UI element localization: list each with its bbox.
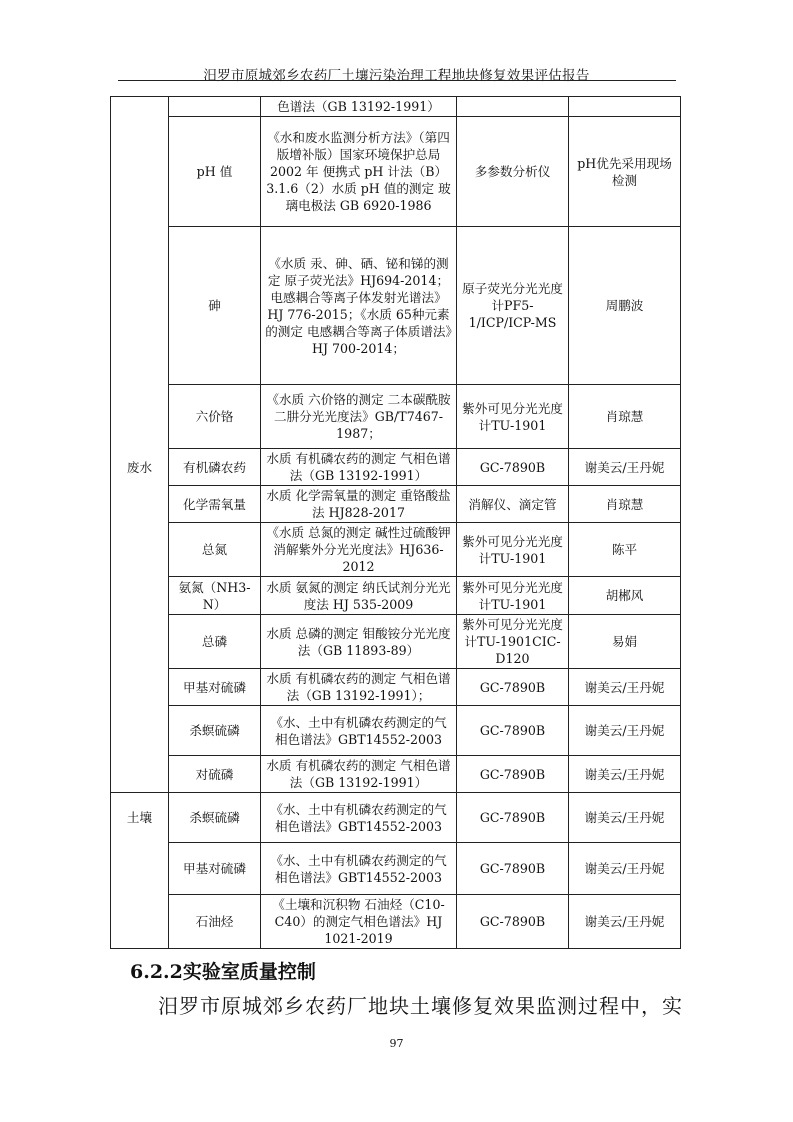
instrument-cell: 原子荧光分光光度计PF5-1/ICP/ICP-MS: [457, 227, 569, 385]
table-row: [111, 523, 681, 577]
category-cell: [111, 117, 169, 227]
table-row: [111, 615, 681, 669]
table-row: [111, 117, 681, 227]
category-cell: [111, 615, 169, 669]
instrument-cell: GC-7890B: [457, 793, 569, 843]
table-body: [111, 97, 681, 949]
method-cell: 《水、土中有机磷农药测定的气相色谱法》GBT14552-2003: [261, 843, 457, 895]
table-row: [111, 895, 681, 949]
person-cell: 易娟: [569, 615, 681, 669]
method-cell: 《水和废水监测分析方法》（第四版增补版）国家环境保护总局 2002 年 便携式 pH 计法（B） 3.1.6（2）水质 pH 值的测定 玻璃电极法 GB 6920-1986: [261, 117, 457, 227]
item-cell: 甲基对硫磷: [169, 843, 261, 895]
running-header: 汨罗市原城郊乡农药厂土壤污染治理工程地块修复效果评估报告: [203, 68, 590, 84]
item-cell: 总氮: [169, 523, 261, 577]
method-cell: 《水质 汞、砷、硒、铋和锑的测定 原子荧光法》HJ694-2014；电感耦合等离子体发射光谱法》 HJ 776-2015；《水质 65种元素的测定 电感耦合等离子体质谱法》HJ 700-2014；: [261, 227, 457, 385]
instrument-cell: 消解仪、滴定管: [457, 486, 569, 523]
table-row: [111, 793, 681, 843]
instrument-cell: GC-7890B: [457, 669, 569, 706]
person-cell: 周鹏波: [569, 227, 681, 385]
table-row: [111, 669, 681, 706]
item-cell: pH 值: [169, 117, 261, 227]
table-row: [111, 706, 681, 756]
item-cell: [169, 97, 261, 117]
instrument-cell: GC-7890B: [457, 895, 569, 949]
method-cell: 水质 有机磷农药的测定 气相色谱法（GB 13192-1991）: [261, 756, 457, 793]
table-row: [111, 577, 681, 615]
item-cell: 对硫磷: [169, 756, 261, 793]
method-cell: 《水、土中有机磷农药测定的气相色谱法》GBT14552-2003: [261, 793, 457, 843]
item-cell: 杀螟硫磷: [169, 706, 261, 756]
category-cell: [111, 97, 169, 117]
table-row: [111, 97, 681, 117]
person-cell: 谢美云/王丹妮: [569, 669, 681, 706]
item-cell: 石油烃: [169, 895, 261, 949]
method-cell: 《水质 总氮的测定 碱性过硫酸钾消解紫外分光光度法》HJ636-2012: [261, 523, 457, 577]
category-cell: [111, 486, 169, 523]
person-cell: 谢美云/王丹妮: [569, 793, 681, 843]
instrument-cell: 紫外可见分光光度计TU-1901CIC-D120: [457, 615, 569, 669]
category-cell: [111, 669, 169, 706]
person-cell: 谢美云/王丹妮: [569, 706, 681, 756]
person-cell: 陈平: [569, 523, 681, 577]
category-cell: [111, 523, 169, 577]
item-cell: 杀螟硫磷: [169, 793, 261, 843]
item-cell: 氨氮（NH3-N）: [169, 577, 261, 615]
category-cell: [111, 385, 169, 449]
item-cell: 化学需氧量: [169, 486, 261, 523]
method-cell: 《土壤和沉积物 石油烃（C10-C40）的测定气相色谱法》HJ 1021-2019: [261, 895, 457, 949]
body-paragraph: 汨罗市原城郊乡农药厂地块土壤修复效果监测过程中，实: [158, 994, 683, 1018]
method-cell: 色谱法（GB 13192-1991）: [261, 97, 457, 117]
person-cell: 谢美云/王丹妮: [569, 756, 681, 793]
person-cell: pH优先采用现场检测: [569, 117, 681, 227]
category-cell: [111, 227, 169, 385]
method-cell: 水质 氨氮的测定 纳氏试剂分光光度法 HJ 535-2009: [261, 577, 457, 615]
item-cell: 总磷: [169, 615, 261, 669]
category-cell: 土壤: [111, 793, 169, 843]
methods-table: [110, 96, 681, 949]
instrument-cell: GC-7890B: [457, 706, 569, 756]
method-cell: 《水、土中有机磷农药测定的气相色谱法》GBT14552-2003: [261, 706, 457, 756]
person-cell: 肖琼慧: [569, 385, 681, 449]
instrument-cell: [457, 97, 569, 117]
item-cell: 有机磷农药: [169, 449, 261, 486]
method-cell: 水质 有机磷农药的测定 气相色谱法（GB 13192-1991）: [261, 449, 457, 486]
instrument-cell: 紫外可见分光光度计TU-1901: [457, 523, 569, 577]
table-row: [111, 486, 681, 523]
instrument-cell: GC-7890B: [457, 843, 569, 895]
methods-table-wrap: [110, 96, 680, 949]
method-cell: 《水质 六价铬的测定 二本碳酰胺二肼分光光度法》GB/T7467-1987；: [261, 385, 457, 449]
category-cell: [111, 756, 169, 793]
section-heading: 6.2.2实验室质量控制: [130, 961, 316, 983]
instrument-cell: 紫外可见分光光度计TU-1901: [457, 385, 569, 449]
category-cell: [111, 706, 169, 756]
category-cell: [111, 843, 169, 895]
page-number: 97: [389, 1037, 404, 1050]
person-cell: 谢美云/王丹妮: [569, 843, 681, 895]
instrument-cell: GC-7890B: [457, 449, 569, 486]
item-cell: 甲基对硫磷: [169, 669, 261, 706]
item-cell: 六价铬: [169, 385, 261, 449]
category-cell: [111, 577, 169, 615]
person-cell: 谢美云/王丹妮: [569, 895, 681, 949]
item-cell: 砷: [169, 227, 261, 385]
instrument-cell: 多参数分析仪: [457, 117, 569, 227]
category-cell: 废水: [111, 449, 169, 486]
person-cell: [569, 97, 681, 117]
method-cell: 水质 总磷的测定 钼酸铵分光光度法（GB 11893-89）: [261, 615, 457, 669]
person-cell: 谢美云/王丹妮: [569, 449, 681, 486]
header-rule: [118, 80, 676, 81]
table-row: [111, 227, 681, 385]
method-cell: 水质 有机磷农药的测定 气相色谱法（GB 13192-1991）；: [261, 669, 457, 706]
person-cell: 肖琼慧: [569, 486, 681, 523]
table-row: [111, 449, 681, 486]
category-cell: [111, 895, 169, 949]
table-row: [111, 756, 681, 793]
instrument-cell: GC-7890B: [457, 756, 569, 793]
instrument-cell: 紫外可见分光光度计TU-1901: [457, 577, 569, 615]
person-cell: 胡郴风: [569, 577, 681, 615]
table-row: [111, 385, 681, 449]
method-cell: 水质 化学需氧量的测定 重铬酸盐法 HJ828-2017: [261, 486, 457, 523]
table-row: [111, 843, 681, 895]
